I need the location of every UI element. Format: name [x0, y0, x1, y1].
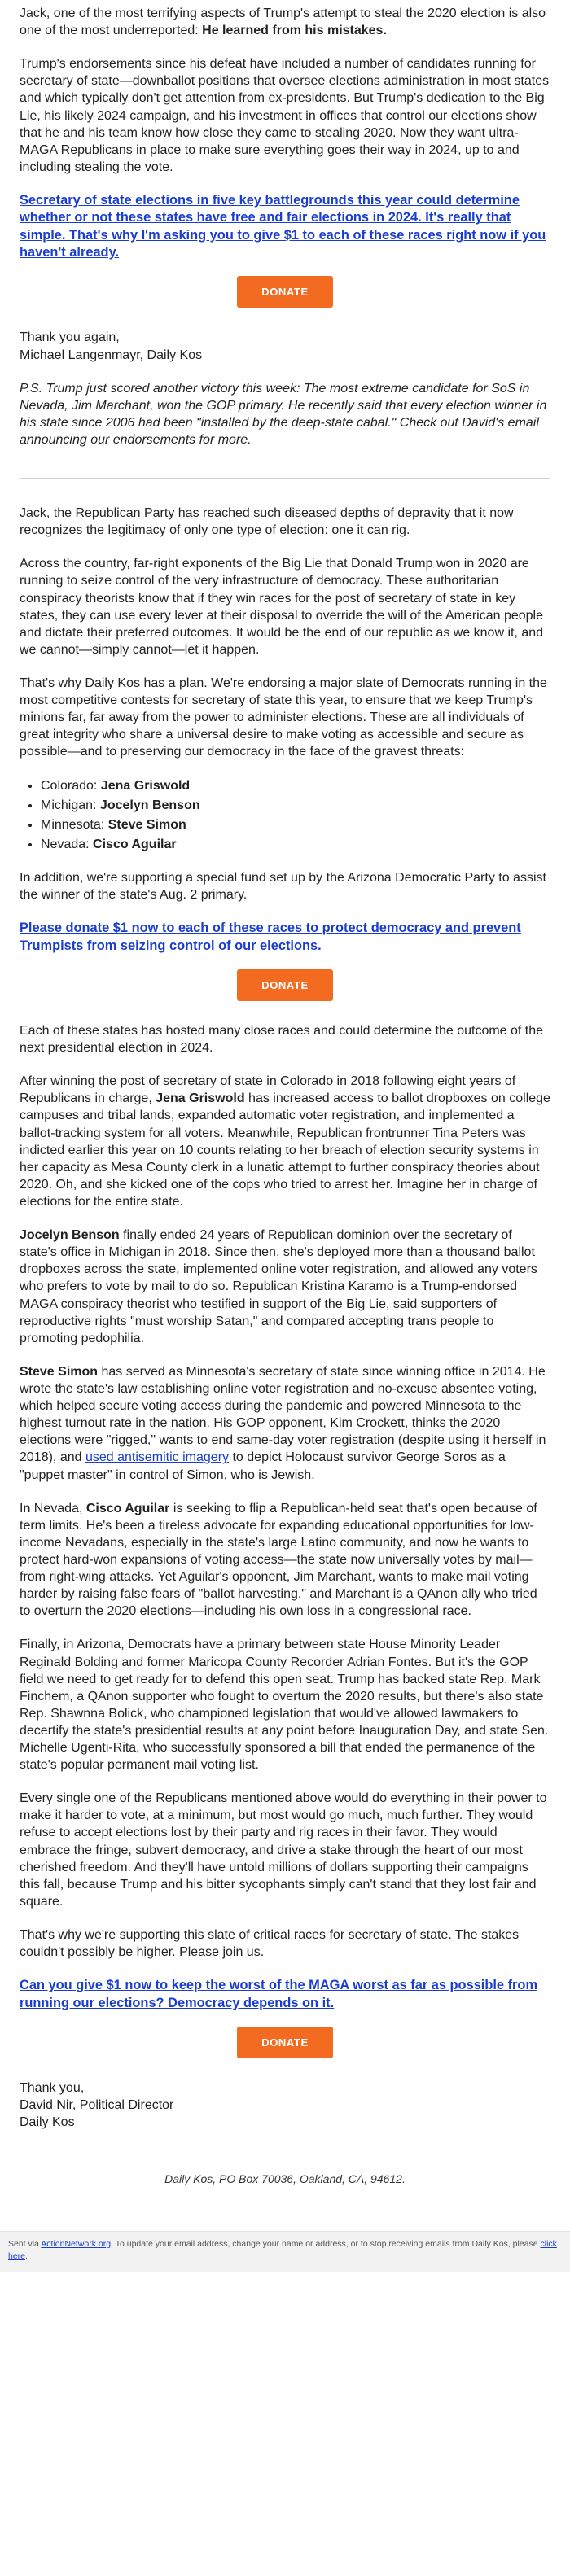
actionnetwork-link[interactable]: ActionNetwork.org	[41, 2238, 112, 2249]
signature-org-2: Daily Kos	[20, 2115, 75, 2130]
cta-link-3[interactable]: Can you give $1 now to keep the worst of the MAGA worst as far as possible from running our elections? Democracy depends on it.	[20, 1978, 538, 2010]
colorado-paragraph: After winning the post of secretary of state in Colorado in 2018 following eight years of Republicans in charge, Jena Griswold has increased access to ballot dropboxes on college campuses and tribal lands, expanded automatic voter registration, and implemented a ballot-tracking system for all voters. Meanwhile, Republican frontrunner Tina Peters was indicted earlier this year on 10 counts relating to her breach of election security systems in her capacity as Mesa County clerk in a lunatic attempt to further conspiracy theories about 2020. Oh, and she kicked one of the cops who tried to arrest her. Imagine her in charge of elections for the entire state.	[20, 1074, 550, 1209]
signature-block-1: Thank you again, Michael Langenmayr, Daily Kos	[20, 330, 203, 362]
michigan-paragraph: Jocelyn Benson finally ended 24 years of Republican dominion over the secretary of state's office in Michigan in 2018. Since then, she's deployed more than a thousand ballot dropboxes across the state, implemented online voter registration, and allowed any voters who prefers to vote by mail to do so. Republican Kristina Karamo is a Trump-endorsed MAGA conspiracy theorist who testified in support of the Big Lie, said supporters of reproductive rights "must worship Satan," and compared accepting trans people to promoting pedophilia.	[20, 1228, 537, 1345]
arizona-fund-paragraph: In addition, we're supporting a special fund set up by the Arizona Democratic Party to assist the winner of the state's Aug. 2 primary.	[20, 870, 546, 903]
signature-name-2: David Nir, Political Director	[20, 2098, 174, 2113]
antisemitic-imagery-link[interactable]: used antisemitic imagery	[85, 1450, 230, 1465]
nevada-paragraph: In Nevada, Cisco Aguilar is seeking to flip a Republican-held seat that's open because of term limits. He's been a tireless advocate for expanding educational opportunities for low-income Nevadans, especially in the state's large Latino community, and now he wants to protect hard-won expansions of voting access—the state now universally votes by mail—from right-wing attacks. Yet Aguilar's opponent, Jim Marchant, wants to make mail voting harder by raising false fears of "ballot harvesting," and Marchant is a QAnon ally who tried to overturn the 2020 elections—including his own loss in a congressional race.	[20, 1501, 537, 1619]
support-slate-paragraph: That's why we're supporting this slate of critical races for secretary of state. The stakes couldn't possibly be higher. Please join us.	[20, 1928, 520, 1960]
intro-emphasis: He learned from his mistakes.	[202, 24, 387, 38]
email-divider	[20, 478, 550, 479]
footer-address: Daily Kos, PO Box 70036, Oakland, CA, 94612.	[164, 2172, 406, 2186]
rigged-paragraph: Jack, the Republican Party has reached such diseased depths of depravity that it now recognizes the legitimacy of only one type of election: one it can rig.	[20, 506, 514, 538]
plan-paragraph: That's why Daily Kos has a plan. We're endorsing a major slate of Democrats running in the most competitive contests for secretary of state this year, to ensure that we keep Trump's minions far, far away from the power to administer elections. These are all individuals of great integrity who share a universal desire to make voting as accessible and secure as possible—and to preserving our democracy in the face of the gravest threats:	[20, 676, 547, 759]
donate-button-2[interactable]: DONATE	[237, 969, 333, 1001]
cta-paragraph-1	[20, 192, 550, 261]
signature-block-2: Thank you, David Nir, Political Director Daily Kos	[20, 2081, 174, 2130]
republicans-paragraph: Every single one of the Republicans mentioned above would do everything in their power to make it harder to vote, at a minimum, but most would go much, much further. They would refuse to accept elections lost by their party and rig races in their favor. They would embrace the fringe, subvert democracy, and drive a stake through the heart of our most cherished freedom. And they'll have untold millions of dollars supporting their campaigns this fall, because Trump and his bitter sycophants simply can't stand that they lost fair and square.	[20, 1791, 547, 1909]
arizona-paragraph: Finally, in Arizona, Democrats have a primary between state House Minority Leader Reginald Bolding and former Maricopa County Recorder Adrian Fontes. But it's the GOP field we need to get ready for to defend this open seat. Trump has backed state Rep. Mark Finchem, a QAnon supporter who fought to overturn the 2020 results, but there's also state Rep. Shawnna Bolick, who championed legislation that would've allowed lawmakers to decertify the state's presidential results at any point before Inauguration Day, and state Sen. Michelle Ugenti-Rita, who successfully sponsored a bill that ended the permanence of the state's popular permanent mail voting list.	[20, 1638, 549, 1773]
click-here-link[interactable]: click here	[8, 2238, 557, 2261]
postscript: P.S. Trump just scored another victory this week: The most extreme candidate for SoS in Nevada, Jim Marchant, won the GOP primary. He recently said that every election winner in his state since 2006 had been "installed by the deep-state cabal." Check out David's email announcing our endorsements for more.	[20, 381, 547, 447]
infrastructure-paragraph: Across the country, far-right exponents of the Big Lie that Donald Trump won in 2020 are running to seize control of the very infrastructure of democracy. These authoritarian conspiracy theorists know that if they win races for the post of secretary of state in key states, they can use every lever at their disposal to override the will of the American people and dictate their preferred outcomes. It would be the end of our republic as we know it, and we cannot—simply cannot—let it happen.	[20, 557, 544, 657]
minnesota-paragraph: Steve Simon has served as Minnesota's secretary of state since winning office in 2014. He wrote the state's law establishing online voter registration and no-excuse absentee voting, which helped secure voting access during the pandemic and powered Minnesota to the highest turnout rate in the nation. His GOP opponent, Kim Crockett, thinks the 2020 elections were "rigged," wants to end same-day voter registration (despite using it herself in 2018), and used antisemitic imagery to depict Holocaust survivor George Soros as a "puppet master" in control of Simon, who is Jewish.	[20, 1364, 546, 1482]
donate-button-wrap-3	[20, 2027, 550, 2058]
unsubscribe-bar: Sent via ActionNetwork.org. To update your email address, change your name or address, or to stop receiving emails from Daily Kos, please click here.	[0, 2231, 570, 2272]
intro-paragraph: Jack, one of the most terrifying aspects of Trump's attempt to steal the 2020 election is also one of the most underreported: He learned from his mistakes.	[20, 7, 546, 38]
donate-button-3[interactable]: DONATE	[237, 2027, 333, 2058]
endorsements-paragraph: Trump's endorsements since his defeat have included a number of candidates running for secretary of state—downballot positions that oversee elections administration in most states and which typically don't get attention from ex-presidents. But Trump's dedication to the Big Lie, his likely 2024 campaign, and his investment in offices that control our elections show that he and his team know how close they came to stealing 2020. Now they want ultra-MAGA Republicans in place to make sure everything goes their way in 2024, up to and including stealing the vote.	[20, 57, 550, 174]
signature-name-1: Michael Langenmayr, Daily Kos	[20, 348, 203, 362]
donate-button-1[interactable]: DONATE	[237, 276, 333, 308]
candidate-item-colorado: • Colorado: Jena Griswold	[41, 777, 550, 794]
cta-link-1[interactable]: Secretary of state elections in five key battlegrounds this year could determine whether or not these states have free and fair elections in 2024. It's really that simple. That's why I'm asking you to give $1 to each of these races right now if you haven't already.	[20, 192, 546, 260]
donate-button-wrap-1	[20, 276, 550, 308]
candidate-item-michigan: • Michigan: Jocelyn Benson	[41, 797, 550, 814]
donate-button-wrap-2	[20, 969, 550, 1001]
candidate-list	[20, 777, 550, 853]
cta-paragraph-2	[20, 920, 550, 955]
cta-paragraph-3	[20, 1977, 550, 2012]
close-races-paragraph: Each of these states has hosted many close races and could determine the outcome of the next presidential election in 2024.	[20, 1024, 544, 1056]
candidate-item-minnesota: • Minnesota: Steve Simon	[41, 816, 550, 833]
cta-link-2[interactable]: Please donate $1 now to each of these races to protect democracy and prevent Trumpists from seizing control of our elections.	[20, 921, 521, 953]
candidate-item-nevada: • Nevada: Cisco Aguilar	[41, 836, 550, 853]
